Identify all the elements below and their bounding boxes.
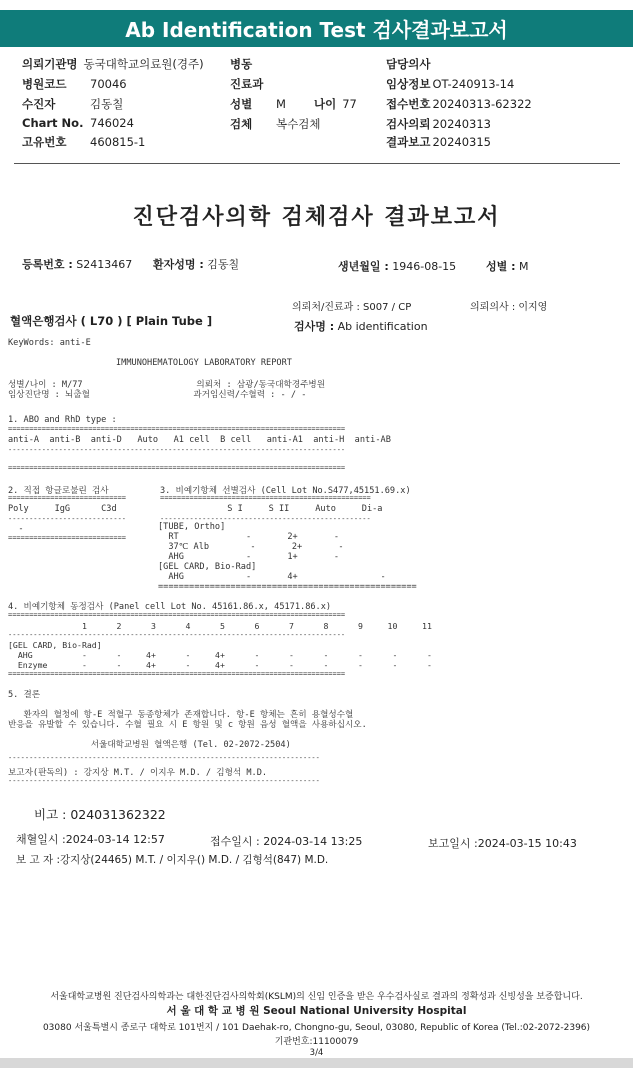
report-banner (0, 10, 633, 47)
footer-hospital-name: 서 울 대 학 교 병 원 Seoul National University Hospital (166, 1005, 467, 1017)
date-of-birth: 생년월일 : 1946-08-15 (338, 260, 457, 273)
screening-header-row: S I S II Auto Di-a (160, 504, 383, 514)
patient-name: 환자성명 : 김동칠 (153, 258, 240, 271)
footer-institution-number: 기관번호:11100079 (274, 1037, 359, 1047)
dat-eq-line-2: ============================ (8, 534, 127, 542)
header-hospital-code: 병원코드 70046 (22, 77, 127, 91)
header-report-date: 결과보고 20240315 (386, 135, 491, 149)
conclusion-title: 5. 결론 (8, 690, 41, 700)
test-group: 혈액은행검사 ( L70 ) [ Plain Tube ] (10, 314, 213, 328)
identification-header-row: 1 2 3 4 5 6 7 8 9 10 11 (8, 621, 432, 631)
page-number: 3/4 (309, 1048, 324, 1058)
reviewer-line: 보고자(판독의) : 강지상 M.T. / 이지우 M.D. / 김형석 M.D. (8, 768, 268, 778)
abo-eq-line-2: ================================================================================ (8, 464, 346, 472)
conclusion-line1: 환자의 혈청에 항-E 적혈구 동종항체가 존재합니다. 항-E 항체는 흔히 용혈성수혈 (8, 710, 354, 720)
header-doctor: 담당의사 (386, 57, 431, 71)
identification-eq-line: ================================================================================ (8, 611, 346, 619)
header-clinical-info: 임상정보 OT-240913-14 (386, 77, 515, 91)
bottom-band (0, 1058, 633, 1068)
dat-eq-line: ============================ (8, 494, 127, 502)
dat-title: 2. 직접 항글로불린 검사 (8, 486, 109, 496)
collection-datetime: 채혈일시 :2024-03-14 12:57 (16, 833, 165, 846)
banner-title: Ab Identification Test 검사결과보고서 (125, 18, 508, 42)
header-unique-no: 고유번호 460815-1 (22, 135, 146, 149)
test-name: 검사명 : Ab identification (294, 320, 428, 333)
screening-results: [TUBE, Ortho] RT - 2+ - 37℃ Alb - 2+ - AHG - 1+ - [GEL CARD, Bio-Rad] AHG - 4+ - ================================================== (158, 522, 417, 592)
keywords: KeyWords: anti-E (8, 338, 91, 348)
footer-address: 03080 서울특별시 종로구 대학로 101번지 / 101 Daehak-ro, Chongno-gu, Seoul, 03080, Republic of Korea (Tel.:02-2072-2396) (42, 1023, 591, 1033)
identification-title: 4. 비예기항체 동정검사 (Panel cell Lot No. 45161.86.x, 45171.86.x) (8, 602, 332, 612)
header-institution: 의뢰기관명 동국대학교의료원(경주) (22, 57, 204, 71)
identification-results: [GEL CARD, Bio-Rad] AHG - - 4+ - 4+ - - - - - - Enzyme - - 4+ - 4+ - - - - - - (8, 640, 432, 670)
header-request-date: 검사의뢰 20240313 (386, 117, 491, 131)
dat-header-row: Poly IgG C3d (8, 504, 117, 514)
lab-report-heading: IMMUNOHEMATOLOGY LABORATORY REPORT (116, 358, 292, 368)
report-title: 진단검사의학 검체검사 결과보고서 (132, 205, 501, 230)
abo-header-row: anti-A anti-B anti-D Auto A1 cell B cell anti-A1 anti-H anti-AB (8, 435, 391, 445)
reporters: 보 고 자 :강지상(24465) M.T. / 이지우() M.D. / 김형석(847) M.D. (16, 854, 329, 866)
reviewer-dash-line: -------------------------------------------------------------------------- (8, 777, 320, 785)
header-age: 나이 77 (314, 97, 357, 111)
header-patient: 수진자 김동칠 (22, 97, 124, 111)
conclusion-dash-line: -------------------------------------------------------------------------- (8, 754, 320, 762)
header-specimen: 검체 복수검체 (230, 117, 321, 131)
identification-eq-line-2: ================================================================================ (8, 670, 346, 678)
header-divider (14, 163, 620, 164)
screening-dash-line: -------------------------------------------------- (160, 515, 371, 523)
dat-dash-line: ---------------------------- (8, 515, 127, 523)
header-department: 진료과 (230, 77, 264, 91)
dat-values: - (8, 524, 24, 534)
patient-summary-line1: 성별/나이 : M/77 의뢰처 : 삼광/동국대학경주병원 (8, 380, 326, 390)
header-ward: 병동 (230, 57, 253, 71)
conclusion-line2: 반응을 유발할 수 있습니다. 수혈 필요 시 E 항원 및 c 항원 음성 혈액을 사용하십시오. (8, 720, 367, 730)
report-datetime: 보고일시 :2024-03-15 10:43 (428, 837, 577, 850)
requesting-doctor: 의뢰의사 : 이지영 (470, 302, 548, 313)
patient-summary-line2: 임상진단명 : 뇌출혈 과거임신력/수혈력 : - / - (8, 390, 307, 400)
header-chart-no: Chart No. 746024 (22, 116, 134, 130)
remarks: 비고 : 024031362322 (34, 807, 166, 822)
screening-eq-line: ================================================== (160, 494, 371, 502)
abo-eq-line: ================================================================================ (8, 425, 346, 433)
abo-dash-line: -------------------------------------------------------------------------------- (8, 446, 346, 454)
receipt-datetime: 접수일시 : 2024-03-14 13:25 (210, 835, 363, 848)
screening-title: 3. 비예기항체 선별검사 (Cell Lot No.S477,45151.69.x) (160, 486, 411, 496)
identification-dash-line: -------------------------------------------------------------------------------- (8, 631, 346, 639)
conclusion-lab-contact: 서울대학교병원 혈액은행 (Tel. 02-2072-2504) (8, 740, 291, 750)
registration-number: 등록번호 : S2413467 (22, 258, 133, 271)
requesting-department: 의뢰처/진료과 : S007 / CP (292, 302, 412, 313)
header-sex: 성별 M (230, 97, 286, 111)
patient-sex: 성별 : M (486, 260, 529, 273)
abo-title: 1. ABO and RhD type : (8, 415, 117, 425)
header-accession-no: 접수번호 20240313-62322 (386, 97, 532, 111)
footer-certification: 서울대학교병원 진단검사의학과는 대한진단검사의학회(KSLM)의 신임 인증을 받은 우수검사실로 결과의 정확성과 신빙성을 보증합니다. (50, 992, 583, 1002)
